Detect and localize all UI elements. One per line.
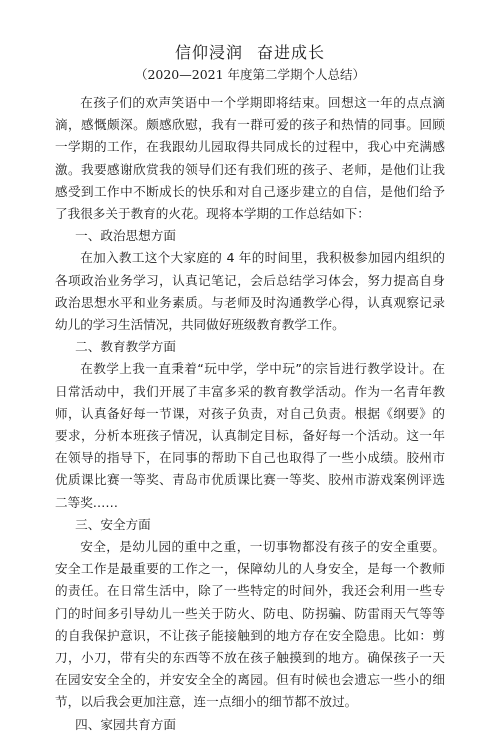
section-text-politics: 在加入教工这个大家庭的 4 年的时间里，我积极参加园内组织的各项政治业务学习，认真记笔记，会后总结学习体会，努力提高自身政治思想水平和业务素质。与老师及时沟通教学心得，认真观察记录幼儿的学习生活情况，共同做好班级教育教学工作。	[55, 250, 445, 333]
section-text-safety: 安全，是幼儿园的重中之重，一切事物都没有孩子的安全重要。安全工作是最重要的工作之一，保障幼儿的人身安全，是每一个教师的责任。在日常生活中，除了一些特定的时间外，我还会利用一些专门的时间多引导幼儿一些关于防火、防电、防拐骗、防雷雨天气等等的自我保护意识，不让孩子能接触到的地方存在安全隐患。比如：剪刀，小刀，带有尖的东西等不放在孩子触摸到的地方。确保孩子一天在园安安全全的，并安安全全的离园。但有时候也会遗忘一些小的细节，以后我会更加注意，连一点细小的细节都不放过。	[55, 539, 445, 710]
document-body	[55, 92, 445, 736]
title-part-1: 信仰浸润	[174, 43, 243, 62]
section-heading-home-school: 四、家园共育方面	[75, 716, 176, 732]
title-part-2: 奋进成长	[257, 43, 326, 62]
section-heading-safety: 三、安全方面	[75, 516, 151, 532]
section-heading-politics: 一、政治思想方面	[75, 228, 176, 244]
section-heading-teaching: 二、教育教学方面	[75, 339, 176, 355]
document-subtitle: （2020—2021 年度第二学期个人总结）	[134, 67, 366, 82]
section-text-teaching: 在教学上我一直秉着“玩中学，学中玩”的宗旨进行教学设计。在日常活动中，我们开展了丰富多采的教育教学活动。作为一名青年教师，认真备好每一节课，对孩子负责，对自己负责。根据《纲要》的要求，分析本班孩子情况，认真制定目标，备好每一个活动。这一年在领导的指导下，在同事的帮助下自己也取得了一些小成绩。胶州市优质课比赛一等奖、青岛市优质课比赛一等奖、胶州市游戏案例评选二等奖……	[55, 361, 445, 510]
intro-paragraph: 在孩子们的欢声笑语中一个学期即将结束。回想这一年的点点滴滴，感慨颇深。颇感欣慰，我有一群可爱的孩子和热情的同事。回顾一学期的工作，在我跟幼儿园取得共同成长的过程中，我心中充满感激。我要感谢欣赏我的领导们还有我们班的孩子、老师，是他们让我感受到工作中不断成长的快乐和对自己逐步建立的自信，是他们给予了我很多关于教育的火花。现将本学期的工作总结如下：	[55, 95, 445, 222]
document-title	[0, 40, 500, 63]
